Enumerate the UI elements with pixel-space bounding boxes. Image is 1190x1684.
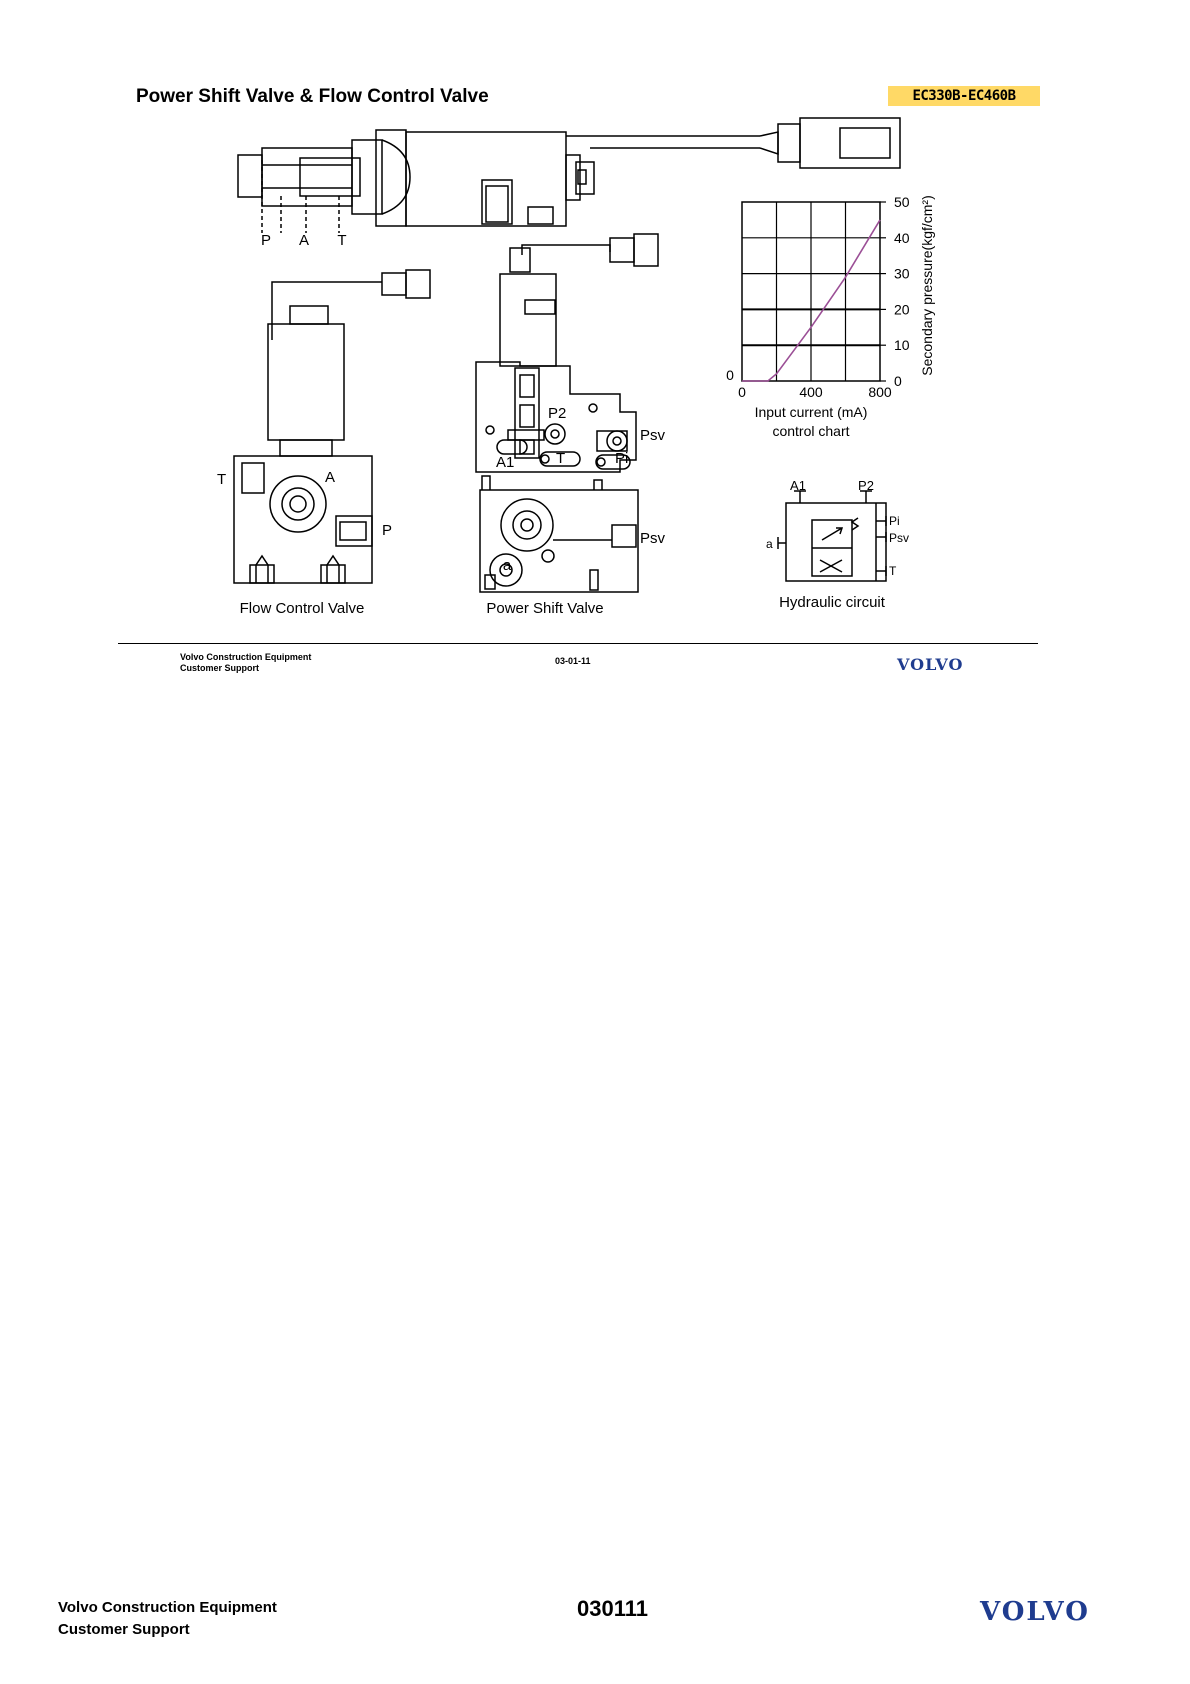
y-tick-label: 0 — [894, 373, 902, 389]
power-shift-valve-drawing — [476, 234, 658, 592]
volvo-logo: VOLVO — [980, 1597, 1090, 1627]
psv-port-label: P2 — [548, 405, 567, 422]
fcv-port-label: T — [217, 471, 227, 488]
page-footer-company-line: Customer Support — [58, 1621, 190, 1638]
x-tick-label: 800 — [868, 384, 892, 400]
psv-port-label: Psv — [640, 530, 666, 547]
hydraulic-circuit-caption: Hydraulic circuit — [779, 594, 885, 611]
hydraulic-circuit-drawing — [778, 491, 886, 581]
circuit-port-label: P2 — [858, 478, 874, 493]
y-tick-label: 50 — [894, 194, 910, 210]
x-tick-label: 400 — [799, 384, 823, 400]
flow-control-valve-drawing — [234, 270, 430, 583]
psv-port-label: Psv — [640, 427, 666, 444]
y-axis-label: Secondary pressure(kgf/cm²) — [919, 195, 935, 376]
page-footer-company — [58, 1597, 277, 1641]
circuit-port-label: Pi — [889, 514, 900, 528]
circuit-port-label: A1 — [790, 478, 806, 493]
y-tick-label: 10 — [894, 337, 910, 354]
psv-port-label: a — [502, 557, 512, 574]
footer-company-line: Volvo Construction Equipment — [180, 652, 312, 662]
x-tick-label: 0 — [738, 384, 746, 400]
flow-control-valve-caption: Flow Control Valve — [239, 600, 365, 617]
y-tick-label: 30 — [894, 265, 910, 282]
page-number: 030111 — [577, 1596, 648, 1621]
circuit-port-label: T — [889, 564, 897, 578]
footer-date: 03-01-11 — [555, 656, 591, 666]
y-tick-label: 40 — [894, 229, 910, 246]
fcv-port-label: P — [382, 522, 393, 539]
pilot-port-label: T — [337, 232, 347, 249]
footer-company — [180, 652, 311, 674]
footer-divider — [118, 643, 1038, 644]
pilot-port-label: P — [260, 232, 272, 249]
x-axis-label: control chart — [772, 423, 850, 439]
solenoid-valve-drawing — [238, 118, 900, 233]
model-badge: EC330B-EC460B — [888, 86, 1040, 106]
pilot-port-label: A — [298, 232, 310, 249]
technical-figure — [0, 0, 1190, 640]
control-chart — [726, 194, 935, 439]
volvo-logo: VOLVO — [897, 655, 964, 674]
page-footer-company-line: Volvo Construction Equipment — [58, 1599, 277, 1616]
psv-port-label: Pi — [615, 450, 629, 467]
circuit-port-label: Psv — [889, 531, 910, 545]
fcv-port-label: A — [325, 469, 336, 486]
y-zero-label-left: 0 — [726, 367, 734, 383]
psv-port-label: A1 — [496, 454, 515, 471]
footer-company-line: Customer Support — [180, 663, 260, 673]
y-tick-label: 20 — [894, 301, 910, 318]
x-axis-label: Input current (mA) — [754, 404, 868, 420]
psv-port-label: T — [556, 450, 566, 467]
page-title: Power Shift Valve & Flow Control Valve — [136, 86, 489, 107]
circuit-port-label: a — [766, 537, 773, 551]
power-shift-valve-caption: Power Shift Valve — [486, 600, 604, 617]
